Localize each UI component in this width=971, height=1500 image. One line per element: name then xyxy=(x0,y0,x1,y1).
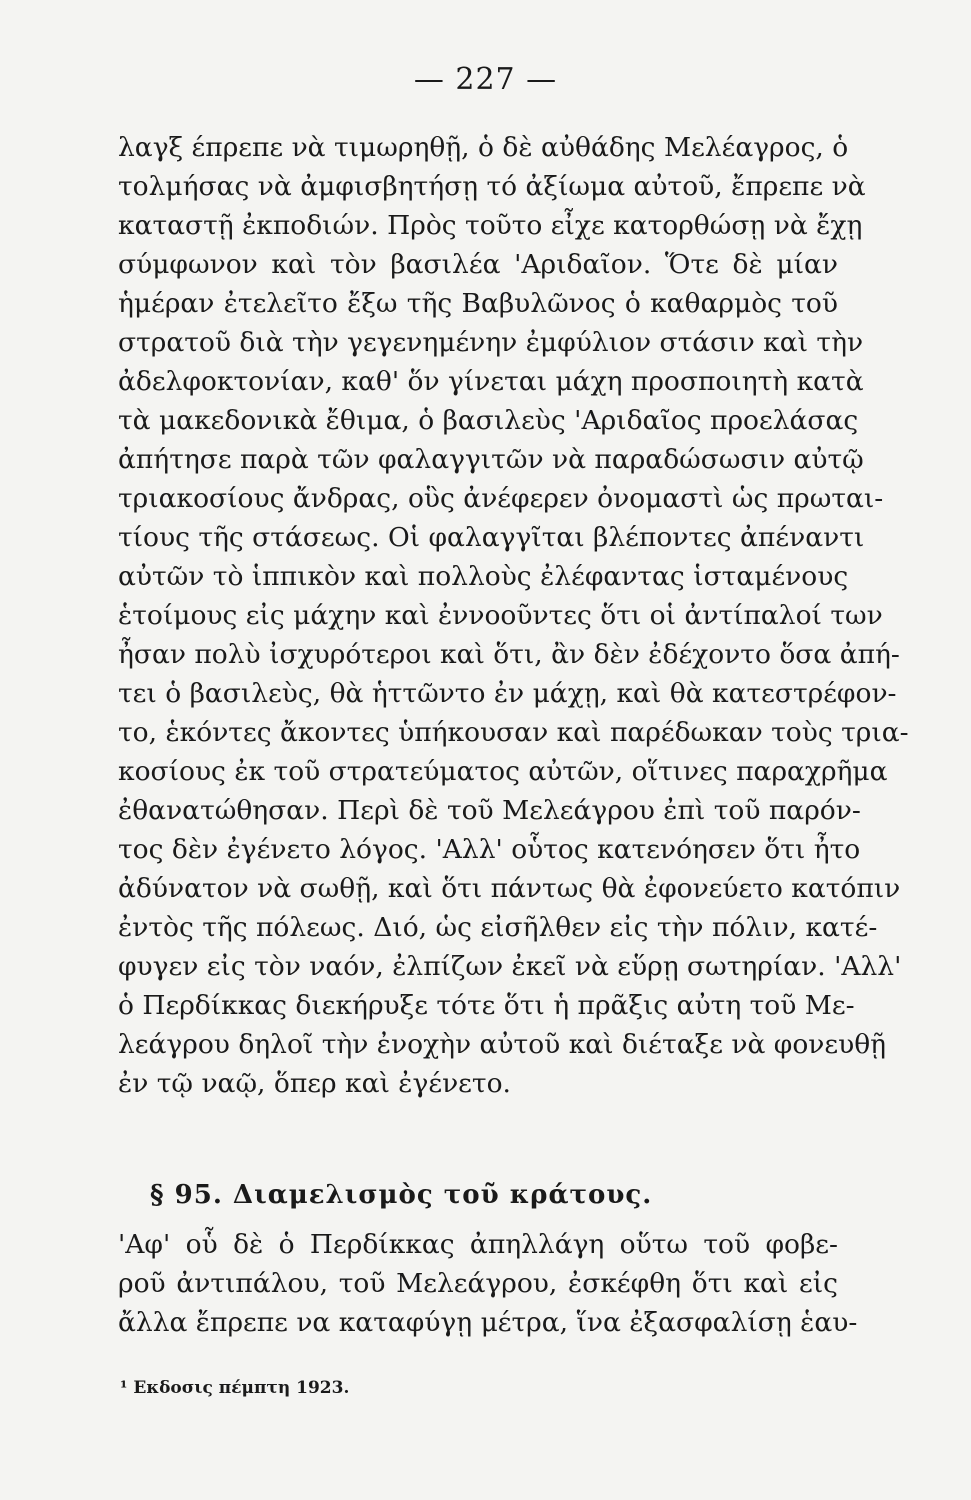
text-line: ἀδελφοκτονίαν, καθ' ὅν γίνεται μάχη προσποιητὴ κατὰ xyxy=(118,366,864,397)
text-line: τος δὲν ἐγένετο λόγος. 'Αλλ' οὗτος κατενόησεν ὅτι ἦτο xyxy=(118,834,861,865)
paragraph xyxy=(118,128,909,1103)
text-line: ἑτοίμους εἰς μάχην καὶ ἐννοοῦντες ὅτι οἱ ἀντίπαλοί των xyxy=(118,600,883,631)
text-line: ἐντὸς τῆς πόλεως. Διό, ὡς εἰσῆλθεν εἰς τὴν πόλιν, κατέ- xyxy=(118,912,878,943)
text-line: λεάγρου δηλοῖ τὴν ἐνοχὴν αὐτοῦ καὶ διέταξε νὰ φονευθῇ xyxy=(118,1029,887,1060)
footnote: ¹ Εκδοσις πέμπτη 1923. xyxy=(120,1378,350,1398)
section-heading: § 95. Διαμελισμὸς τοῦ κράτους. xyxy=(150,1180,653,1210)
text-line: τει ὁ βασιλεὺς, θὰ ἡττῶντο ἐν μάχῃ, καὶ θὰ κατεστρέφον- xyxy=(118,678,897,709)
text-line: στρατοῦ διὰ τὴν γεγενημένην ἐμφύλιον στάσιν καὶ τὴν xyxy=(118,327,864,358)
text-line: αὐτῶν τὸ ἱππικὸν καὶ πολλοὺς ἐλέφαντας ἱσταμένους xyxy=(118,561,849,592)
text-line: σύμφωνον καὶ τὸν βασιλέα 'Αριδαῖον. Ὅτε δὲ μίαν xyxy=(118,249,838,280)
text-line: τολμήσας νὰ ἀμφισβητήσῃ τό ἀξίωμα αὐτοῦ, ἔπρεπε νὰ xyxy=(118,171,866,202)
text-line: ἐν τῷ ναῷ, ὅπερ καὶ ἐγένετο. xyxy=(118,1068,511,1099)
text-line: τριακοσίους ἄνδρας, οὓς ἀνέφερεν ὀνομαστὶ ὡς πρωται- xyxy=(118,483,884,514)
text-line: ἀπήτησε παρὰ τῶν φαλαγγιτῶν νὰ παραδώσωσιν αὐτῷ xyxy=(118,444,864,475)
text-line: λαγξ έπρεπε νὰ τιμωρηθῇ, ὁ δὲ αὐθάδης Μελέαγρος, ὁ xyxy=(118,132,849,163)
text-line: ἐθανατώθησαν. Περὶ δὲ τοῦ Μελεάγρου ἐπὶ τοῦ παρόν- xyxy=(118,795,861,826)
text-line: ἀδύνατον νὰ σωθῇ, καὶ ὅτι πάντως θὰ ἐφονεύετο κατόπιν xyxy=(118,873,901,904)
section-paragraph xyxy=(118,1225,858,1342)
text-line: το, ἑκόντες ἄκοντες ὑπήκουσαν καὶ παρέδωκαν τοὺς τρια- xyxy=(118,717,909,748)
text-line: ὁ Περδίκκας διεκήρυξε τότε ὅτι ἡ πρᾶξις αὐτη τοῦ Με- xyxy=(118,990,855,1021)
text-line: κοσίους ἐκ τοῦ στρατεύματος αὐτῶν, οἵτινες παραχρῆμα xyxy=(118,756,888,787)
text-line: ροῦ ἀντιπάλου, τοῦ Μελεάγρου, ἐσκέφθη ὅτι καὶ εἰς xyxy=(118,1268,838,1299)
text-line: φυγεν εἰς τὸν ναόν, ἐλπίζων ἐκεῖ νὰ εὕρῃ σωτηρίαν. 'Αλλ' xyxy=(118,951,902,982)
text-line: καταστῇ ἐκποδιών. Πρὸς τοῦτο εἶχε κατορθώσῃ νὰ ἔχῃ xyxy=(118,210,863,241)
text-line: τὰ μακεδονικὰ ἔθιμα, ὁ βασιλεὺς 'Αριδαῖος προελάσας xyxy=(118,405,859,436)
text-line: ἄλλα ἔπρεπε να καταφύγῃ μέτρα, ἵνα ἐξασφαλίσῃ ἑαυ- xyxy=(118,1307,858,1338)
page-number: — 227 — xyxy=(413,62,558,97)
text-line: τίους τῆς στάσεως. Οἱ φαλαγγῖται βλέποντες ἀπέναντι xyxy=(118,522,865,553)
text-line: ἡμέραν ἐτελεῖτο ἔξω τῆς Βαβυλῶνος ὁ καθαρμὸς τοῦ xyxy=(118,288,838,319)
text-line: 'Αφ' οὗ δὲ ὁ Περδίκκας ἀπηλλάγη οὕτω τοῦ φοβε- xyxy=(118,1229,838,1260)
text-line: ἦσαν πολὺ ἰσχυρότεροι καὶ ὅτι, ἂν δὲν ἐδέχοντο ὅσα ἀπή- xyxy=(118,639,900,670)
